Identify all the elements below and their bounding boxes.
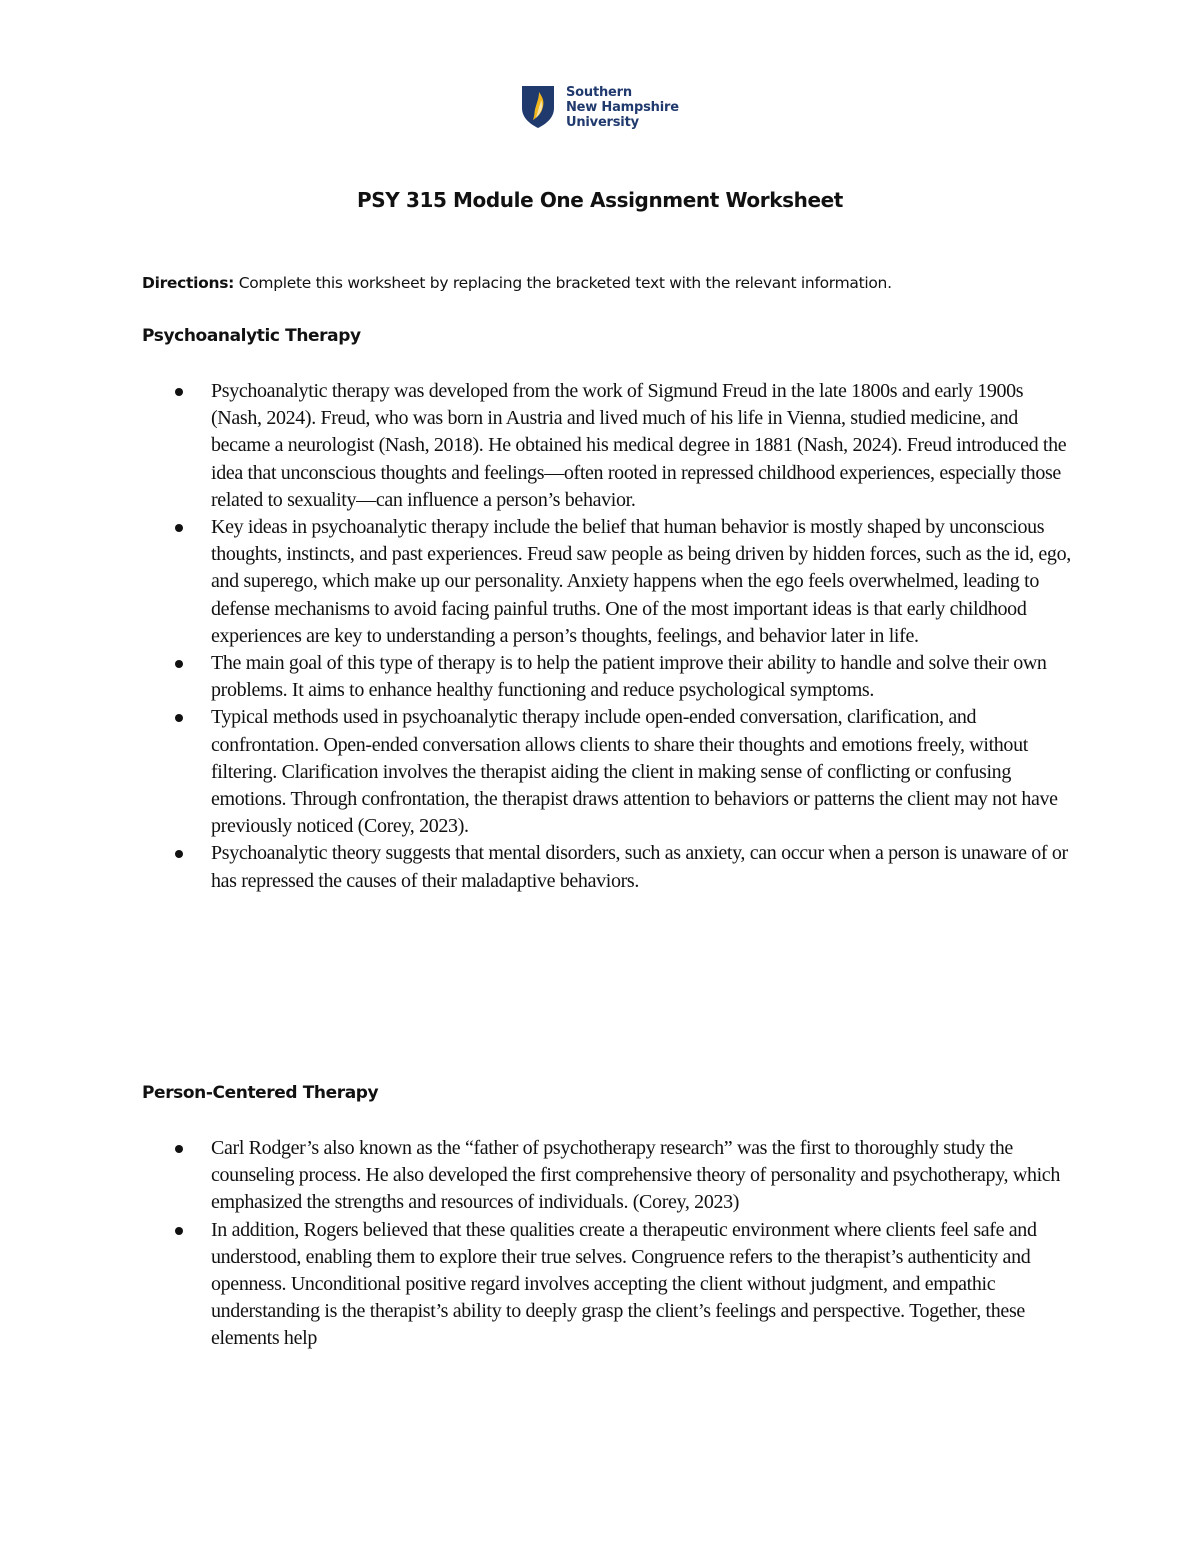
university-logo — [520, 84, 690, 134]
logo-wordmark — [566, 85, 679, 130]
bullet-list-person-centered — [172, 1135, 1072, 1353]
list-item-text: Key ideas in psychoanalytic therapy include the belief that human behavior is mostly shaped by unconscious thoughts, instincts, and past experiences. Freud saw people as being driven by hidden forces, such as the id, ego, and superego, which make up our personality. Anxiety happens when the ego feels overwhelmed, leading to defense mechanisms to avoid facing painful truths. One of the most important ideas is that early childhood experiences are key to understanding a person’s thoughts, feelings, and behavior later in life. — [211, 516, 1071, 647]
list-item — [172, 840, 1072, 894]
section-heading-person-centered: Person-Centered Therapy — [142, 1083, 379, 1103]
document-title: PSY 315 Module One Assignment Worksheet — [357, 188, 843, 212]
bullet-icon — [175, 1227, 183, 1235]
list-item — [172, 378, 1072, 514]
logo-line-3: University — [566, 115, 639, 130]
section-heading-psychoanalytic: Psychoanalytic Therapy — [142, 326, 361, 346]
bullet-icon — [175, 660, 183, 668]
directions — [142, 274, 892, 292]
list-item-text: Psychoanalytic theory suggests that mental disorders, such as anxiety, can occur when a person is unaware of or has repressed the causes of their maladaptive behaviors. — [211, 842, 1068, 892]
list-item — [172, 650, 1072, 704]
bullet-icon — [175, 714, 183, 722]
list-item — [172, 1135, 1072, 1217]
list-item — [172, 704, 1072, 840]
bullet-list-psychoanalytic — [172, 378, 1072, 895]
list-item-text: Carl Rodger’s also known as the “father of psychotherapy research” was the first to thoroughly study the counseling process. He also developed the first comprehensive theory of personality and psychotherapy, which emphasized the strengths and resources of individuals. (Corey, 2023) — [211, 1137, 1060, 1214]
bullet-icon — [175, 524, 183, 532]
directions-text: Complete this worksheet by replacing the bracketed text with the relevant information. — [234, 274, 892, 292]
list-item-text: Typical methods used in psychoanalytic therapy include open-ended conversation, clarification, and confrontation. Open-ended conversation allows clients to share their thoughts and emotions freely, without filtering. Clarification involves the therapist aiding the client in making sense of conflicting or confusing emotions. Through confrontation, the therapist draws attention to behaviors or patterns the client may not have previously noticed (Corey, 2023). — [211, 706, 1058, 838]
logo-line-1: Southern — [566, 85, 632, 100]
shield-flame-icon — [520, 84, 556, 130]
bullet-icon — [175, 1145, 183, 1153]
list-item-text: The main goal of this type of therapy is to help the patient improve their ability to handle and solve their own problems. It aims to enhance healthy functioning and reduce psychological symptoms. — [211, 652, 1047, 702]
list-item-text: In addition, Rogers believed that these qualities create a therapeutic environment where clients feel safe and understood, enabling them to explore their true selves. Congruence refers to the therapist’s authenticity and openness. Unconditional positive regard involves accepting the client without judgment, and empathic understanding is the therapist’s ability to deeply grasp the client’s feelings and perspective. Together, these elements help — [211, 1218, 1037, 1350]
bullet-icon — [175, 850, 183, 858]
bullet-icon — [175, 388, 183, 396]
list-item-text: Psychoanalytic therapy was developed from the work of Sigmund Freud in the late 1800s and early 1900s (Nash, 2024). Freud, who was born in Austria and lived much of his life in Vienna, studied medicine, and became a neurologist (Nash, 2018). He obtained his medical degree in 1881 (Nash, 2024). Freud introduced the idea that unconscious thoughts and feelings—often rooted in repressed childhood experiences, especially those related to sexuality—can influence a person’s behavior. — [211, 380, 1067, 511]
list-item — [172, 514, 1072, 650]
directions-label: Directions: — [142, 274, 235, 292]
list-item — [172, 1217, 1072, 1353]
logo-line-2: New Hampshire — [566, 100, 679, 115]
